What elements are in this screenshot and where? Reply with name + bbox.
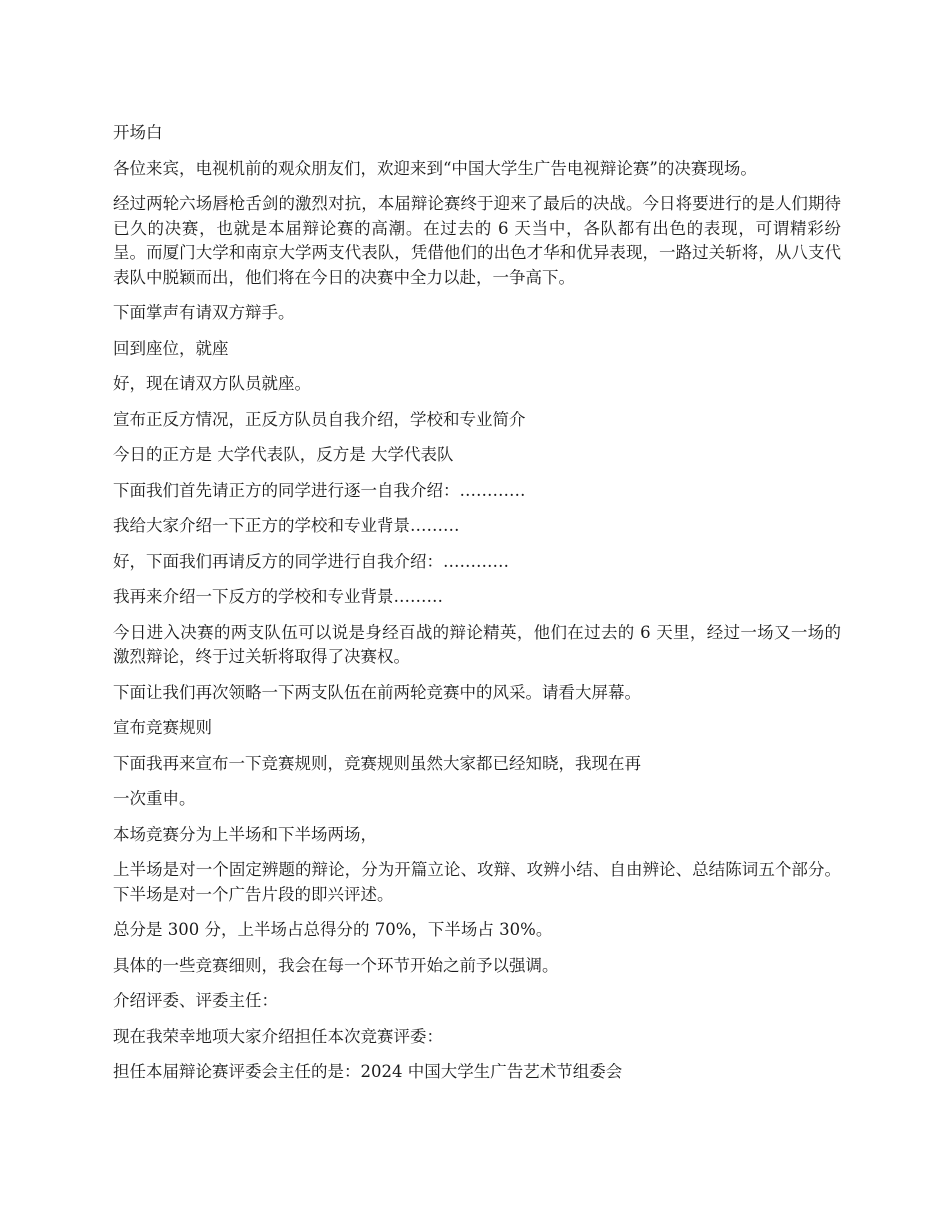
section-heading-rules: 宣布竞赛规则 (113, 718, 212, 737)
paragraph-affirmative-intro: 下面我们首先请正方的同学进行逐一自我介绍：………… (113, 480, 526, 500)
paragraph-seating: 好，现在请双方队员就座。 (113, 374, 311, 393)
section-heading-opening: 开场白 (113, 123, 163, 142)
paragraph-finalists: 今日进入决赛的两支队伍可以说是身经百战的辩论精英，他们在过去的 6 天里，经过一场又一场的激烈辩论，终于过关斩将取得了决赛权。 (113, 622, 841, 666)
paragraph-negative-background: 我再来介绍一下反方的学校和专业背景……… (113, 587, 443, 606)
document-body (113, 121, 841, 1096)
paragraph-big-screen: 下面让我们再次领略一下两支队伍在前两轮竞赛中的风采。请看大屏幕。 (113, 682, 641, 702)
paragraph-rules-reiterate: 一次重申。 (113, 789, 196, 808)
paragraph-two-halves: 本场竞赛分为上半场和下半场两场， (113, 824, 377, 844)
section-heading-seating: 回到座位，就座 (113, 338, 229, 358)
paragraph-welcome: 各位来宾，电视机前的观众朋友们，欢迎来到“中国大学生广告电视辩论赛”的决赛现场。 (113, 158, 757, 178)
section-heading-teams: 宣布正反方情况，正反方队员自我介绍，学校和专业简介 (113, 409, 526, 429)
paragraph-introduction: 经过两轮六场唇枪舌剑的激烈对抗，本届辩论赛终于迎来了最后的决战。今日将要进行的是人们期待已久的决赛，也就是本届辩论赛的高潮。在过去的 6 天当中，各队都有出色的表现，可谓精彩纷呈。而厦门大学和南京大学两支代表队，凭借他们的出色才华和优异表现，一路过关斩将，从八支代表队中脱颖而出，他们将在今日的决赛中全力以赴，一争高下。 (113, 194, 841, 287)
paragraph-first-half: 上半场是对一个固定辨题的辩论，分为开篇立论、攻辩、攻辨小结、自由辨论、总结陈词五个部分。下半场是对一个广告片段的即兴评述。 (113, 860, 841, 904)
paragraph-teams: 今日的正方是 大学代表队，反方是 大学代表队 (113, 445, 454, 464)
paragraph-details: 具体的一些竞赛细则，我会在每一个环节开始之前予以强调。 (113, 955, 559, 975)
paragraph-affirmative-background: 我给大家介绍一下正方的学校和专业背景……… (113, 516, 460, 535)
paragraph-rules-announcement: 下面我再来宣布一下竞赛规则，竞赛规则虽然大家都已经知晓，我现在再 (113, 753, 641, 773)
paragraph-applause: 下面掌声有请双方辩手。 (113, 303, 295, 322)
paragraph-judges-intro: 现在我荣幸地项大家介绍担任本次竞赛评委： (113, 1026, 443, 1046)
paragraph-scoring: 总分是 300 分，上半场占总得分的 70%，下半场占 30%。 (113, 920, 553, 939)
section-heading-judges: 介绍评委、评委主任： (113, 991, 278, 1010)
paragraph-negative-intro: 好，下面我们再请反方的同学进行自我介绍：………… (113, 551, 509, 571)
paragraph-judges-chair: 担任本届辩论赛评委会主任的是：2024 中国大学生广告艺术节组委会 (113, 1062, 623, 1081)
